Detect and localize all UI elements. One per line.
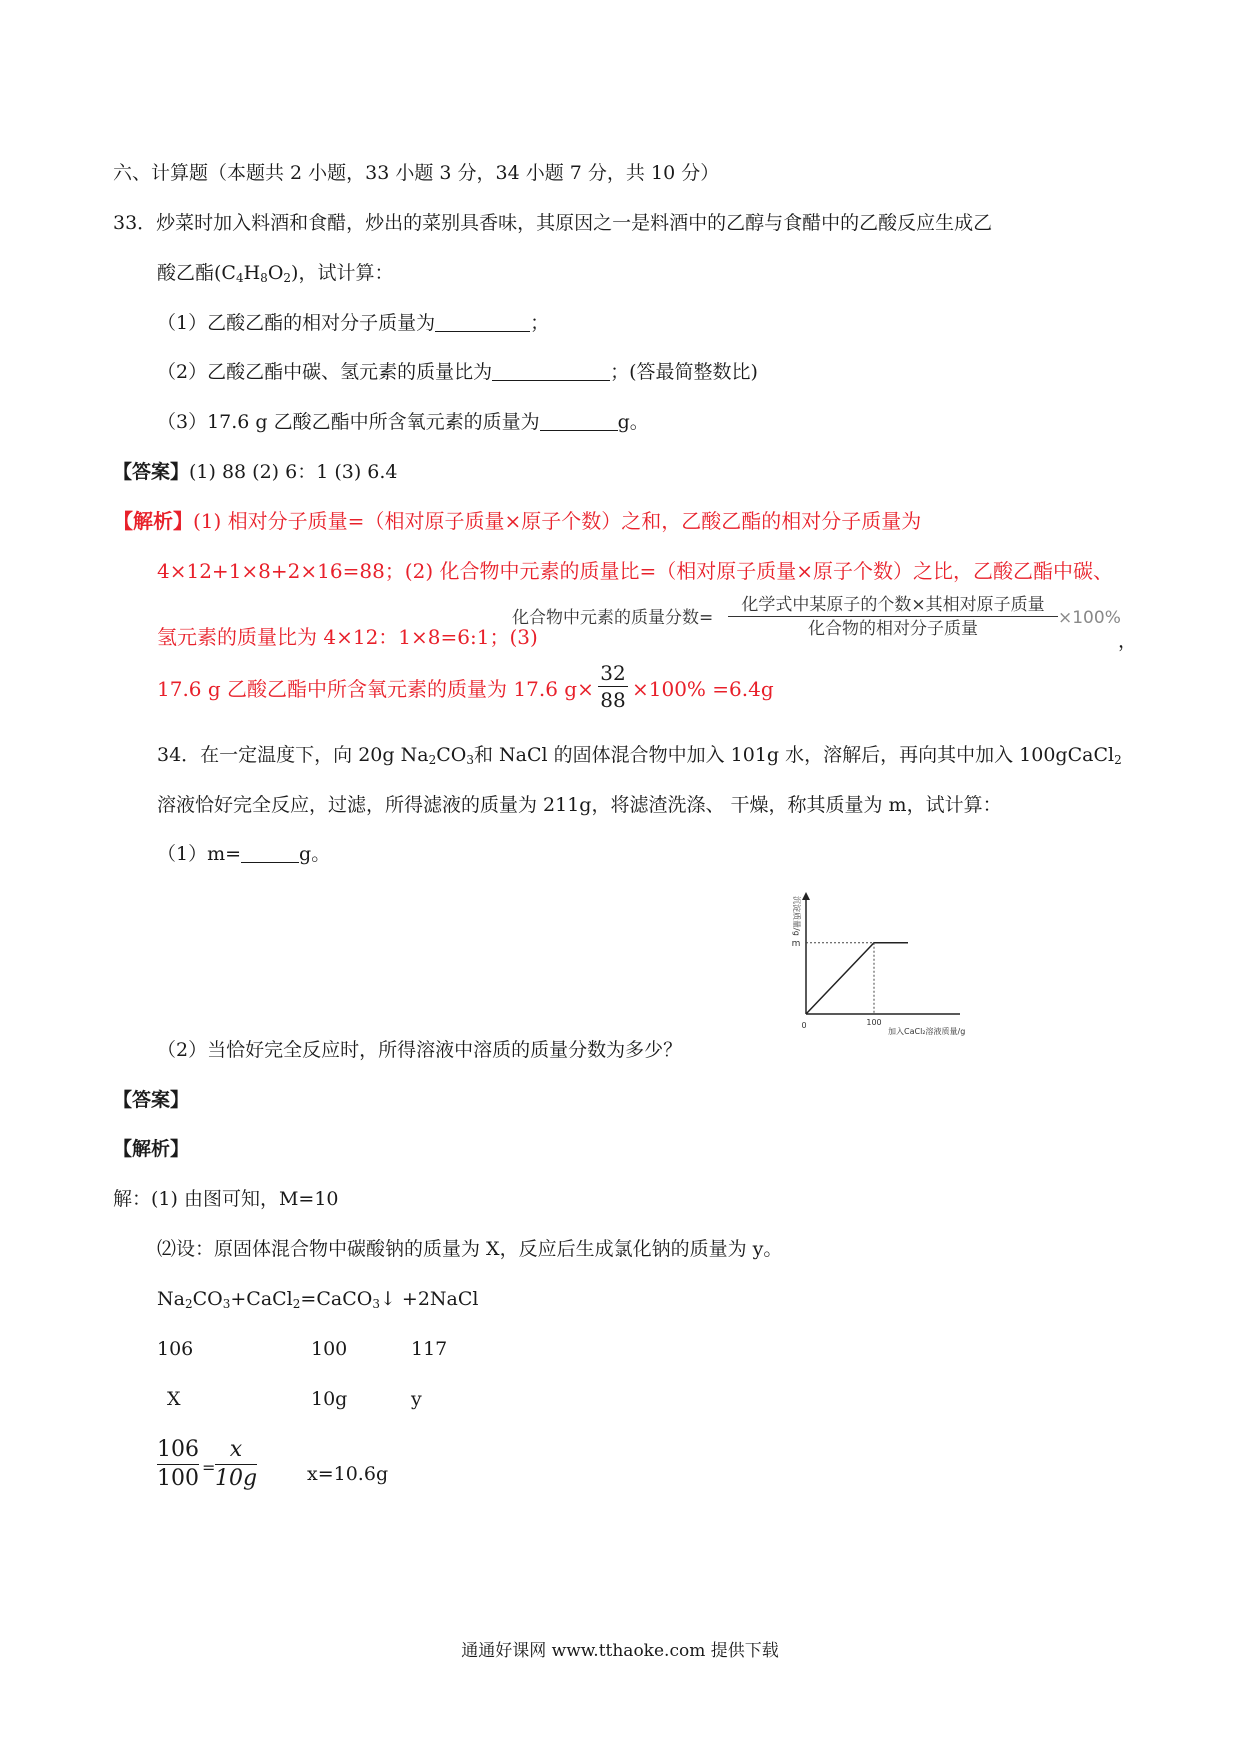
- y-axis-arrow: [802, 892, 810, 900]
- chemical-equation: $Na_2CO_3+CaCl_2=CaCO_3↓$ +2NaCl: [157, 1288, 479, 1311]
- answer-blank: [435, 313, 530, 332]
- origin-label: 0: [801, 1021, 807, 1030]
- mass-row: y: [411, 1388, 422, 1410]
- mass-fraction-formula: 化学式中某原子的个数×其相对原子质量 化合物的相对分子质量: [728, 594, 1058, 641]
- molar-mass-row: 117: [411, 1338, 448, 1360]
- proportion-left: 106 100: [157, 1437, 199, 1491]
- q33-part3: （3）17.6 g 乙酸乙酯中所含氧元素的质量为 g。: [157, 411, 649, 433]
- mass-fraction-suffix: ×100%: [1058, 608, 1121, 628]
- comma: ，: [1118, 630, 1138, 652]
- q34-stem-line1: 34．在一定温度下，向 20g $Na_2CO_3$和 NaCl 的固体混合物中加入 101g 水，溶解后，再向其中加入 100gCaCl$_2$: [157, 744, 1122, 767]
- y-axis-label: 沉淀质量/g: [792, 896, 801, 936]
- answer-blank: [492, 362, 610, 381]
- mass-row: 10g: [311, 1388, 348, 1410]
- y-tick-label: m: [791, 938, 801, 949]
- series-line: [806, 943, 908, 1014]
- proportion-right: x 10g: [215, 1437, 258, 1491]
- mass-row: X: [167, 1388, 181, 1410]
- answer-blank: [540, 412, 618, 431]
- mass-fraction-prefix: 化合物中元素的质量分数=: [512, 608, 714, 628]
- q33-analysis-line1: 【解析】(1) 相对分子质量=（相对原子质量×原子个数）之和，乙酸乙酯的相对分子质量为: [113, 509, 922, 533]
- molar-mass-row: 106: [157, 1338, 194, 1360]
- molar-mass-row: 100: [311, 1338, 348, 1360]
- q33-analysis-line2: 4×12+1×8+2×16=88；(2) 化合物中元素的质量比=（相对原子质量×原子个数）之比，乙酸乙酯中碳、: [157, 559, 1113, 583]
- q33-stem-line2: 酸乙酯$(C_4H_8O_2)$，试计算：: [157, 262, 394, 285]
- section-title: 六、计算题（本题共 2 小题，33 小题 3 分，34 小题 7 分，共 10 分）: [113, 162, 720, 184]
- q33-part1: （1）乙酸乙酯的相对分子质量为 ；: [157, 312, 550, 334]
- q33-answer: 【答案】(1) 88 (2) 6：1 (3) 6.4: [113, 461, 398, 483]
- answer-blank: [241, 844, 299, 863]
- x-tick-label: 100: [866, 1018, 882, 1027]
- q33-stem-line1: 33．炒菜时加入料酒和食醋，炒出的菜别具香味，其原因之一是料酒中的乙醇与食醋中的乙酸反应生成乙: [113, 212, 993, 234]
- q33-analysis-line4-end: ×100% =6.4g: [632, 677, 774, 701]
- solution-line1: 解：(1) 由图可知，M=10: [113, 1188, 339, 1210]
- q33-analysis-line3: 氢元素的质量比为 4×12：1×8=6:1；(3): [157, 625, 538, 649]
- q34-analysis-label: 【解析】: [113, 1138, 190, 1160]
- q33-part2: （2）乙酸乙酯中碳、氢元素的质量比为 ；(答最简整数比): [157, 361, 758, 383]
- proportion-result: x=10.6g: [307, 1463, 389, 1485]
- q34-part1: （1）m= g。: [157, 843, 331, 865]
- q33-analysis-line4: 17.6 g 乙酸乙酯中所含氧元素的质量为 17.6 g×: [157, 677, 594, 701]
- oxygen-fraction: 32 88: [598, 660, 628, 713]
- x-axis-label: 加入CaCl₂溶液质量/g: [888, 1027, 966, 1036]
- q34-answer-label: 【答案】: [113, 1089, 190, 1111]
- solution-line2: ⑵设：原固体混合物中碳酸钠的质量为 X，反应后生成氯化钠的质量为 y。: [157, 1238, 783, 1260]
- q34-part2: （2）当恰好完全反应时，所得溶液中溶质的质量分数为多少？: [157, 1039, 683, 1061]
- q34-stem-line2: 溶液恰好完全反应，过滤，所得滤液的质量为 211g，将滤渣洗涤、 干燥，称其质量为 m，试计算：: [157, 794, 1002, 816]
- footer-credit: 通通好课网 www.tthaoke.com 提供下载: [461, 1641, 779, 1661]
- precipitate-chart: [780, 890, 980, 1040]
- proportion-equals: =: [202, 1458, 216, 1477]
